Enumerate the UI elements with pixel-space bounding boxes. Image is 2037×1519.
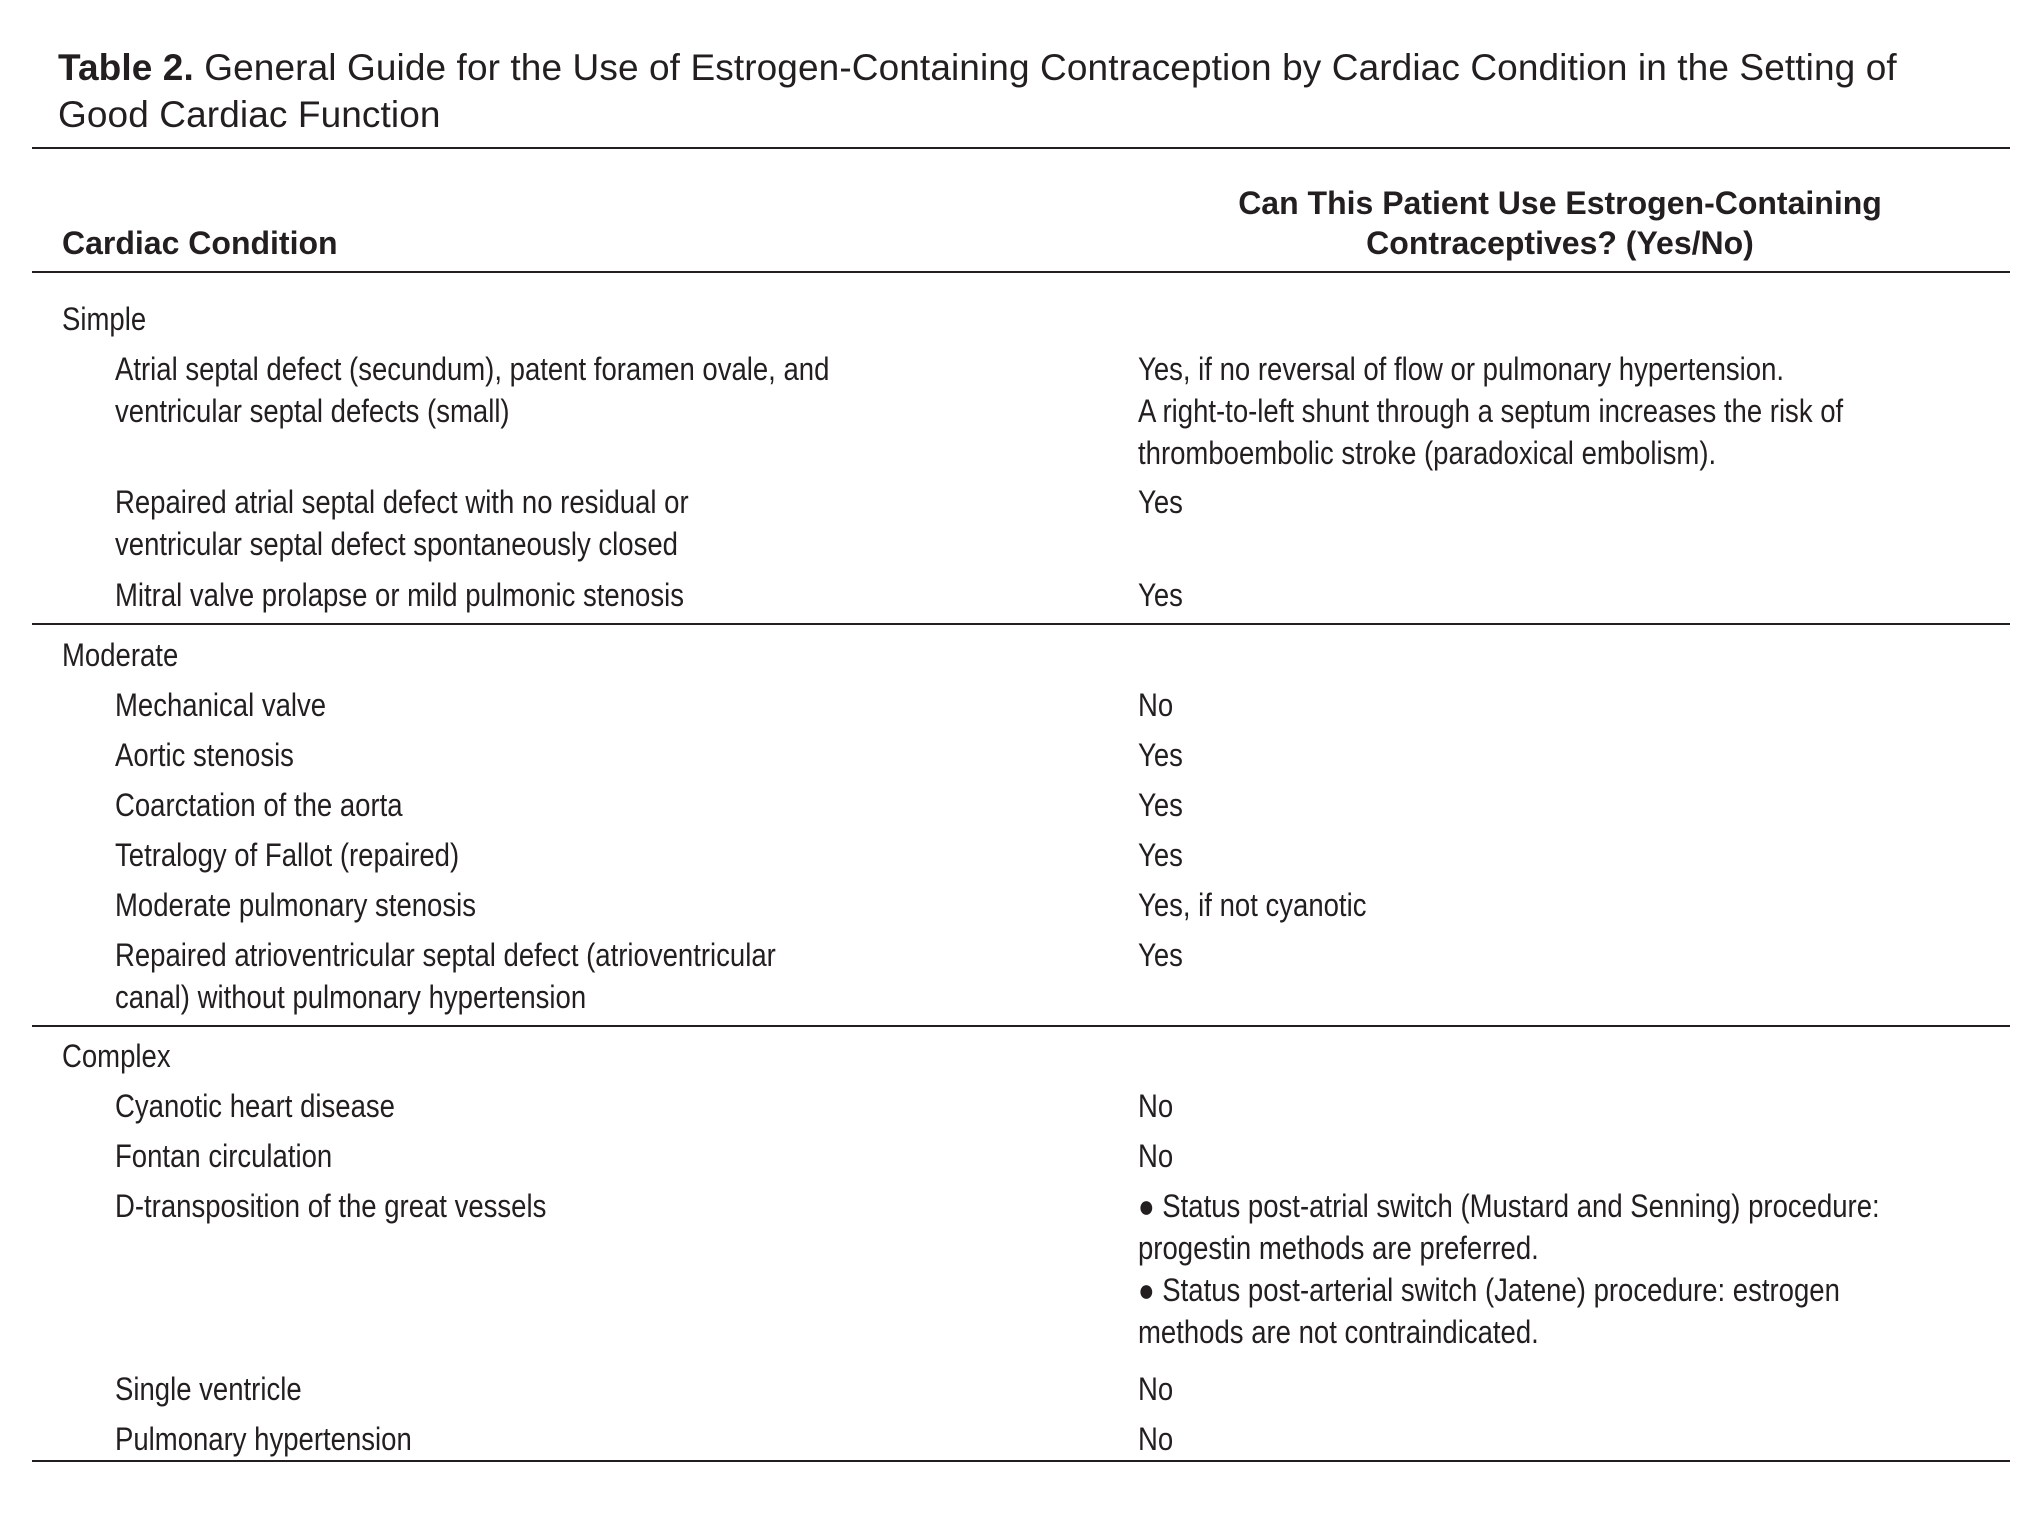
answer-cell: No <box>1138 1088 1174 1124</box>
condition-cell: D-transposition of the great vessels <box>115 1188 547 1224</box>
answer-cell: A right-to-left shunt through a septum increases the risk of <box>1138 393 1844 429</box>
category-label: Simple <box>62 301 147 337</box>
answer-cell: Yes <box>1138 577 1183 613</box>
table-title-line1: General Guide for the Use of Estrogen-Containing Contraception by Cardiac Condition in the Setting of <box>204 47 1897 88</box>
answer-cell: No <box>1138 687 1174 723</box>
condition-cell: Mechanical valve <box>115 687 327 723</box>
answer-cell: Yes <box>1138 787 1183 823</box>
answer-cell: Yes <box>1138 837 1183 873</box>
answer-cell: Yes, if not cyanotic <box>1138 887 1367 923</box>
column-header-condition: Cardiac Condition <box>62 225 338 261</box>
category-label: Complex <box>62 1038 171 1074</box>
condition-cell: Aortic stenosis <box>115 737 294 773</box>
category-label: Moderate <box>62 637 179 673</box>
answer-cell: Yes, if no reversal of flow or pulmonary hypertension. <box>1138 351 1785 387</box>
answer-cell: Yes <box>1138 484 1183 520</box>
table-title-line2: Good Cardiac Function <box>58 94 441 135</box>
answer-cell: thromboembolic stroke (paradoxical embolism). <box>1138 435 1717 471</box>
condition-cell: canal) without pulmonary hypertension <box>115 979 587 1015</box>
condition-cell: Mitral valve prolapse or mild pulmonic stenosis <box>115 577 684 613</box>
condition-cell: Single ventricle <box>115 1371 302 1407</box>
table-label: Table 2. <box>58 47 194 88</box>
column-header-answer-line1: Can This Patient Use Estrogen-Containing <box>1238 185 1882 221</box>
answer-cell: ● Status post-arterial switch (Jatene) procedure: estrogen <box>1138 1272 1840 1308</box>
column-header-answer-line2: Contraceptives? (Yes/No) <box>1366 225 1754 261</box>
answer-cell: No <box>1138 1421 1174 1457</box>
condition-cell: Coarctation of the aorta <box>115 787 403 823</box>
answer-cell: ● Status post-atrial switch (Mustard and Senning) procedure: <box>1138 1188 1880 1224</box>
top-rule <box>32 147 2010 149</box>
condition-cell: Cyanotic heart disease <box>115 1088 395 1124</box>
answer-cell: methods are not contraindicated. <box>1138 1314 1539 1350</box>
condition-cell: Moderate pulmonary stenosis <box>115 887 476 923</box>
column-header-answer <box>1110 183 2010 263</box>
condition-cell: ventricular septal defect spontaneously closed <box>115 526 678 562</box>
header-rule <box>32 271 2010 273</box>
answer-cell: Yes <box>1138 737 1183 773</box>
answer-cell: No <box>1138 1138 1174 1174</box>
condition-cell: Pulmonary hypertension <box>115 1421 412 1457</box>
condition-cell: Repaired atrial septal defect with no residual or <box>115 484 689 520</box>
condition-cell: Tetralogy of Fallot (repaired) <box>115 837 460 873</box>
condition-cell: ventricular septal defects (small) <box>115 393 510 429</box>
answer-cell: No <box>1138 1371 1174 1407</box>
group-divider-moderate <box>32 1025 2010 1027</box>
answer-cell: Yes <box>1138 937 1183 973</box>
condition-cell: Fontan circulation <box>115 1138 333 1174</box>
condition-cell: Repaired atrioventricular septal defect (atrioventricular <box>115 937 776 973</box>
answer-cell: progestin methods are preferred. <box>1138 1230 1539 1266</box>
group-divider-simple <box>32 623 2010 625</box>
bottom-rule <box>32 1460 2010 1462</box>
table-caption <box>58 44 2008 138</box>
condition-cell: Atrial septal defect (secundum), patent foramen ovale, and <box>115 351 830 387</box>
